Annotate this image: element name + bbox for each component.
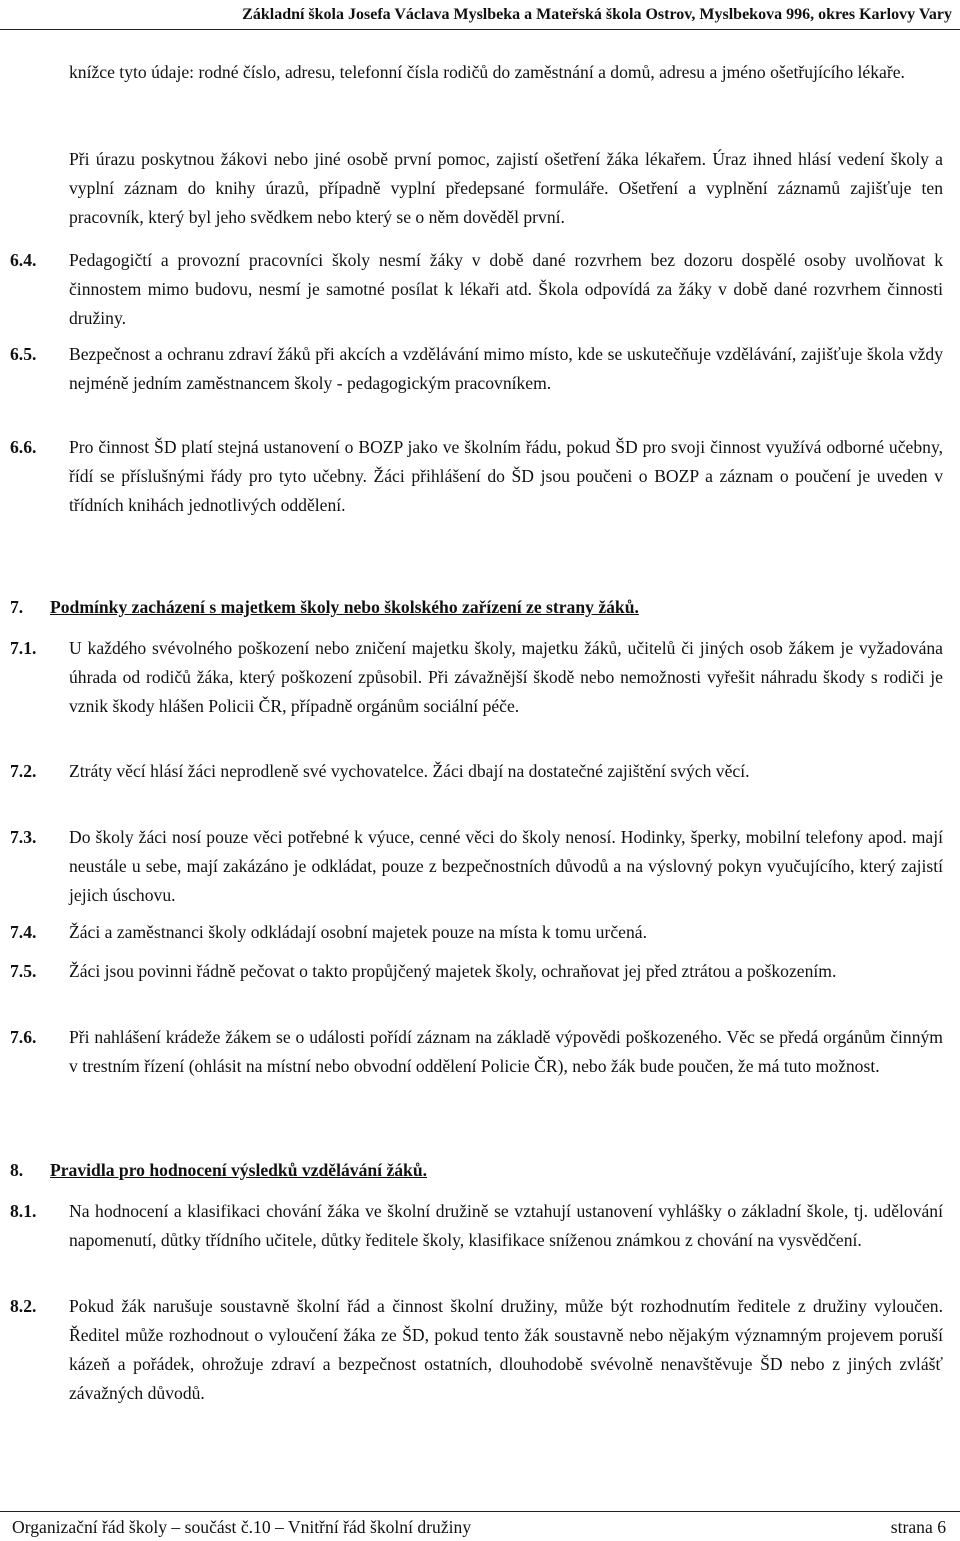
item-number: 7.3. [10, 827, 37, 847]
item-text: Do školy žáci nosí pouze věci potřebné k výuce, cenné věci do školy nenosí. Hodinky, šperky, mobilní telefony apod. mají neustále u sebe, mají zakázáno je odkládat, pouze z bezpečnostních důvodů a na výslovný pokyn vyučujícího, který zajistí jejich úschovu. [69, 827, 943, 905]
item-text: U každého svévolného poškození nebo zničení majetku školy, majetku žáků, učitelů či jiných osob žákem je vyžadována úhrada od rodičů žáka, který poškození způsobil. Při závažnější škodě nebo nemožnosti vyřešit náhradu škody s rodiči je vznik škody hlášen Policii ČR, případně orgánům sociální péče. [69, 638, 943, 716]
section-heading [10, 1156, 943, 1185]
section-title: Pravidla pro hodnocení výsledků vzdělávání žáků. [50, 1160, 428, 1180]
page-header: Základní škola Josefa Václava Myslbeka a Mateřská škola Ostrov, Myslbekova 996, okres Karlovy Vary [0, 2, 960, 30]
section-number: 8. [10, 1160, 24, 1180]
item-text: Žáci a zaměstnanci školy odkládají osobní majetek pouze na místa k tomu určená. [69, 922, 647, 942]
item-number: 6.4. [10, 250, 37, 270]
item-text: Na hodnocení a klasifikaci chování žáka ve školní družině se vztahují ustanovení vyhlášky o základní škole, tj. udělování napomenutí, důtky třídního učitele, důtky ředitele školy, klasifikace sníženou známkou z chování na vysvědčení. [69, 1201, 943, 1250]
item-text: Při nahlášení krádeže žákem se o události pořídí záznam na základě výpovědi poškozeného. Věc se předá orgánům činným v trestním řízení (ohlásit na místní nebo obvodní oddělení Policie ČR), nebo žák bude poučen, že má tuto možnost. [69, 1027, 943, 1076]
item-number: 6.5. [10, 344, 37, 364]
item-text: Pedagogičtí a provozní pracovníci školy nesmí žáky v době dané rozvrhem bez dozoru dospělé osoby uvolňovat k činnostem mimo budovu, nesmí je samotné posílat k lékaři atd. Škola odpovídá za žáky v době dané rozvrhem činnosti družiny. [69, 250, 943, 328]
item-number: 7.1. [10, 638, 37, 658]
item-number: 6.6. [10, 437, 37, 457]
section-title: Podmínky zacházení s majetkem školy nebo školského zařízení ze strany žáků. [50, 597, 639, 617]
paragraph: Při úrazu poskytnou žákovi nebo jiné osobě první pomoc, zajistí ošetření žáka lékařem. Úraz ihned hlásí vedení školy a vyplní záznam do knihy úrazů, případně vyplní předepsané formuláře. Ošetření a vyplnění záznamů zajišťuje ten pracovník, který byl jeho svědkem nebo který se o něm dověděl první. [69, 149, 943, 227]
item-number: 7.4. [10, 922, 37, 942]
item-number: 7.6. [10, 1027, 37, 1047]
item-number: 7.5. [10, 961, 37, 981]
item-text: Ztráty věcí hlásí žáci neprodleně své vychovatelce. Žáci dbají na dostatečné zajištění svých věcí. [69, 761, 750, 781]
paragraph: knížce tyto údaje: rodné číslo, adresu, telefonní čísla rodičů do zaměstnání a domů, adresu a jméno ošetřujícího lékaře. [69, 62, 905, 82]
item-number: 8.1. [10, 1201, 37, 1221]
footer-document-title: Organizační řád školy – součást č.10 – Vnitřní řád školní družiny [12, 1517, 472, 1537]
item-text: Pro činnost ŠD platí stejná ustanovení o BOZP jako ve školním řádu, pokud ŠD pro svoji činnost využívá odborné učebny, řídí se příslušnými řády pro tyto učebny. Žáci přihlášení do ŠD jsou poučeni o BOZP a záznam o poučení je uveden v třídních knihách jednotlivých oddělení. [69, 437, 943, 515]
item-text: Žáci jsou povinni řádně pečovat o takto propůjčený majetek školy, ochraňovat jej před ztrátou a poškozením. [69, 961, 837, 981]
item-number: 8.2. [10, 1296, 37, 1316]
section-heading [10, 593, 943, 622]
item-text: Pokud žák narušuje soustavně školní řád a činnost školní družiny, může být rozhodnutím ředitele z družiny vyloučen. Ředitel může rozhodnout o vyloučení žáka ze ŠD, pokud tento žák soustavně nebo nějakým významným projevem poruší kázeň a pořádek, ohrožuje zdraví a bezpečnost ostatních, dlouhodobě svévolně nenavštěvuje ŠD nebo z jiných zvlášť závažných důvodů. [69, 1296, 943, 1403]
item-number: 7.2. [10, 761, 37, 781]
page-number: strana 6 [890, 1517, 946, 1537]
section-number: 7. [10, 597, 24, 617]
item-text: Bezpečnost a ochranu zdraví žáků při akcích a vzdělávání mimo místo, kde se uskutečňuje vzdělávání, zajišťuje škola vždy nejméně jedním zaměstnancem školy - pedagogickým pracovníkem. [69, 344, 943, 393]
page-footer [0, 1511, 960, 1539]
